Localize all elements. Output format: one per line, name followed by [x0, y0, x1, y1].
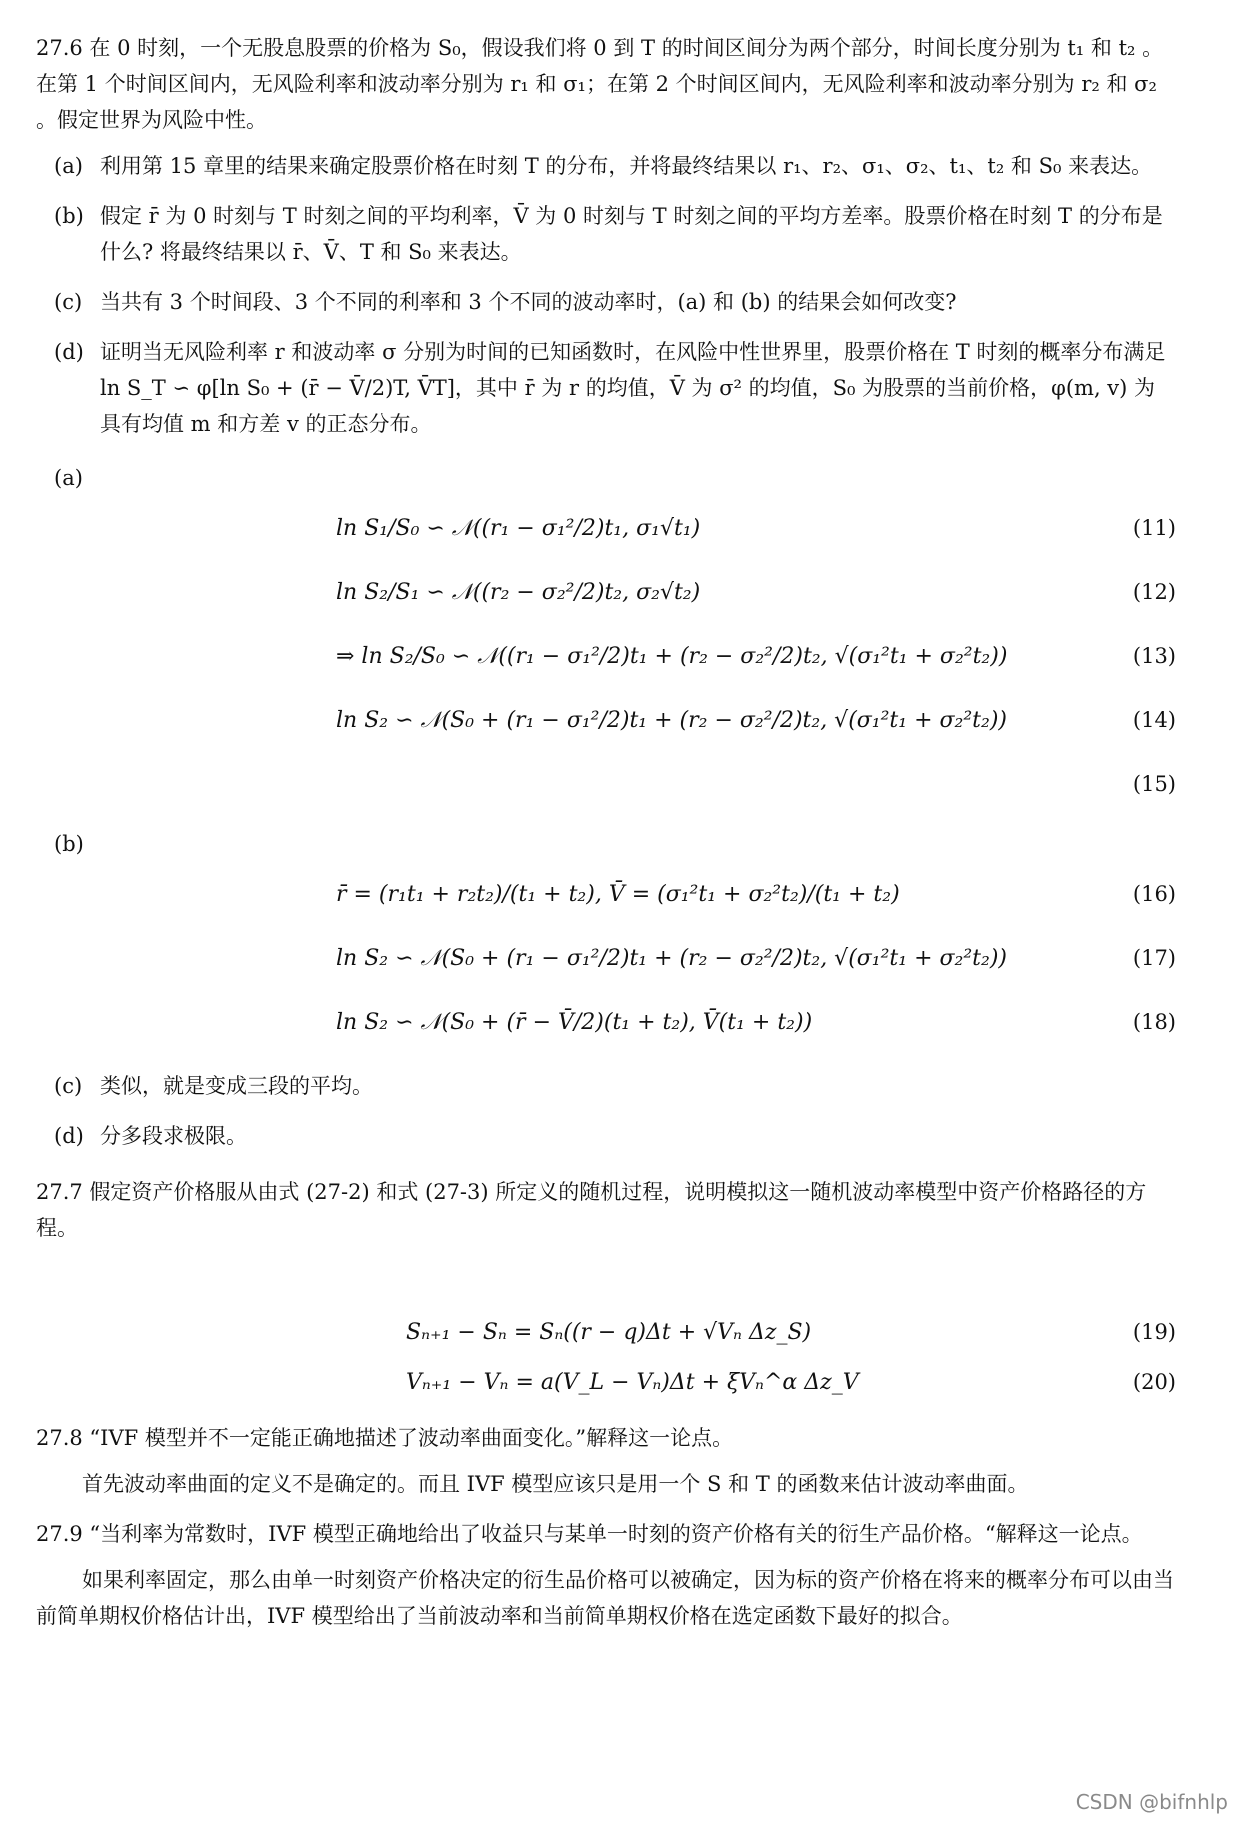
question-27-9-answer: 如果利率固定，那么由单一时刻资产价格决定的衍生品价格可以被确定，因为标的资产价格在将来的概率分布可以由当前简单期权价格估计出，IVF 模型给出了当前波动率和当前简单期权价格在选定函数下最好的拟合。: [36, 1568, 1174, 1628]
question-27-6-stem: 27.6 在 0 时刻，一个无股息股票的价格为 S₀，假设我们将 0 到 T 的时间区间分为两个部分，时间长度分别为 t₁ 和 t₂ 。在第 1 个时间区间内，无风险利率和波动率分别为 r₁ 和 σ₁；在第 2 个时间区间内，无风险利率和波动率分别为 r₂ 和 σ₂ 。假定世界为风险中性。: [36, 36, 1164, 132]
equation-number: (12): [1132, 580, 1176, 604]
equation-row: [36, 932, 1176, 996]
spacer: [36, 1256, 1176, 1304]
equation: r̄ = (r₁t₁ + r₂t₂)/(t₁ + t₂), V̄ = (σ₁²t₁ + σ₂²t₂)/(t₁ + t₂): [336, 882, 900, 907]
equation-row: [36, 566, 1176, 630]
question-27-9-stem: 27.9 “当利率为常数时，IVF 模型正确地给出了收益只与某单一时刻的资产价格有关的衍生产品价格。“解释这一论点。: [36, 1522, 1143, 1546]
equation-block-27-7: [36, 1306, 1176, 1406]
equation-number: (17): [1132, 946, 1176, 970]
item-text: 当共有 3 个时间段、3 个不同的利率和 3 个不同的波动率时，(a) 和 (b) 的结果会如何改变?: [100, 290, 957, 314]
question-27-8-stem: 27.8 “IVF 模型并不一定能正确地描述了波动率曲面变化。”解释这一论点。: [36, 1426, 734, 1450]
equation-block-b: [36, 868, 1176, 1060]
item-label: (d): [54, 1124, 84, 1148]
equation-row: [36, 694, 1176, 758]
item-label: (a): [54, 154, 83, 178]
item-text: 类似，就是变成三段的平均。: [100, 1074, 373, 1098]
equation: ln S₂ ∽ 𝒩(S₀ + (r₁ − σ₁²/2)t₁ + (r₂ − σ₂²/2)t₂, √(σ₁²t₁ + σ₂²t₂)): [336, 708, 1007, 733]
equation-number: (11): [1132, 516, 1176, 540]
question-27-6-item-c: [36, 284, 1176, 320]
equation-row: [36, 630, 1176, 694]
item-label: (c): [54, 290, 83, 314]
equation-row: [36, 868, 1176, 932]
question-27-7-stem: 27.7 假定资产价格服从由式 (27-2) 和式 (27-3) 所定义的随机过程，说明模拟这一随机波动率模型中资产价格路径的方程。: [36, 1180, 1147, 1240]
equation: ln S₁/S₀ ∽ 𝒩((r₁ − σ₁²/2)t₁, σ₁√t₁): [336, 516, 701, 541]
equation-number: (20): [1132, 1370, 1176, 1394]
equation-number: (19): [1132, 1320, 1176, 1344]
equation-row: [36, 1306, 1176, 1356]
answer-b-label: (b): [54, 832, 84, 856]
item-text: 假定 r̄ 为 0 时刻与 T 时刻之间的平均利率，V̄ 为 0 时刻与 T 时刻之间的平均方差率。股票价格在时刻 T 的分布是什么? 将最终结果以 r̄、V̄、T 和 S₀ 来表达。: [100, 204, 1163, 264]
equation-row: [36, 1356, 1176, 1406]
equation: ⇒ ln S₂/S₀ ∽ 𝒩((r₁ − σ₁²/2)t₁ + (r₂ − σ₂²/2)t₂, √(σ₁²t₁ + σ₂²t₂)): [336, 644, 1008, 669]
question-27-6-item-a: [36, 148, 1176, 184]
item-text: 分多段求极限。: [100, 1124, 247, 1148]
equation-row: [36, 996, 1176, 1060]
watermark: CSDN @bifnhlp: [1075, 1790, 1228, 1814]
equation: ln S₂ ∽ 𝒩(S₀ + (r₁ − σ₁²/2)t₁ + (r₂ − σ₂²/2)t₂, √(σ₁²t₁ + σ₂²t₂)): [336, 946, 1007, 971]
equation-row: [36, 502, 1176, 566]
question-27-6-item-b: [36, 198, 1176, 270]
item-label: (c): [54, 1074, 83, 1098]
equation: ln S₂/S₁ ∽ 𝒩((r₂ − σ₂²/2)t₂, σ₂√t₂): [336, 580, 701, 605]
document-page: [36, 30, 1176, 1644]
equation-number: (15): [1132, 772, 1176, 796]
equation-number: (13): [1132, 644, 1176, 668]
item-text: 证明当无风险利率 r 和波动率 σ 分别为时间的已知函数时，在风险中性世界里，股票价格在 T 时刻的概率分布满足 ln S_T ∽ φ[ln S₀ + (r̄ − V̄/2)T, V̄T]，其中 r̄ 为 r 的均值，V̄ 为 σ² 的均值，S₀ 为股票的当前价格，φ(m, v) 为具有均值 m 和方差 v 的正态分布。: [100, 340, 1166, 436]
item-label: (b): [54, 204, 84, 228]
equation: Sₙ₊₁ − Sₙ = Sₙ((r − q)Δt + √Vₙ Δz_S): [406, 1320, 812, 1345]
equation-number: (14): [1132, 708, 1176, 732]
item-text: 利用第 15 章里的结果来确定股票价格在时刻 T 的分布，并将最终结果以 r₁、r₂、σ₁、σ₂、t₁、t₂ 和 S₀ 来表达。: [100, 154, 1153, 178]
question-27-6-item-d: [36, 334, 1176, 442]
equation: Vₙ₊₁ − Vₙ = a(V_L − Vₙ)Δt + ξVₙ^α Δz_V: [406, 1370, 859, 1395]
question-27-8-answer: 首先波动率曲面的定义不是确定的。而且 IVF 模型应该只是用一个 S 和 T 的函数来估计波动率曲面。: [82, 1472, 1029, 1496]
equation-block-a: [36, 502, 1176, 808]
equation: ln S₂ ∽ 𝒩(S₀ + (r̄ − V̄/2)(t₁ + t₂), V̄(t₁ + t₂)): [336, 1010, 813, 1035]
answer-d: [36, 1118, 1176, 1154]
equation-number: (16): [1132, 882, 1176, 906]
item-label: (d): [54, 340, 84, 364]
equation-number: (18): [1132, 1010, 1176, 1034]
answer-c: [36, 1068, 1176, 1104]
answer-a-label: (a): [54, 466, 83, 490]
equation-row: [36, 758, 1176, 808]
